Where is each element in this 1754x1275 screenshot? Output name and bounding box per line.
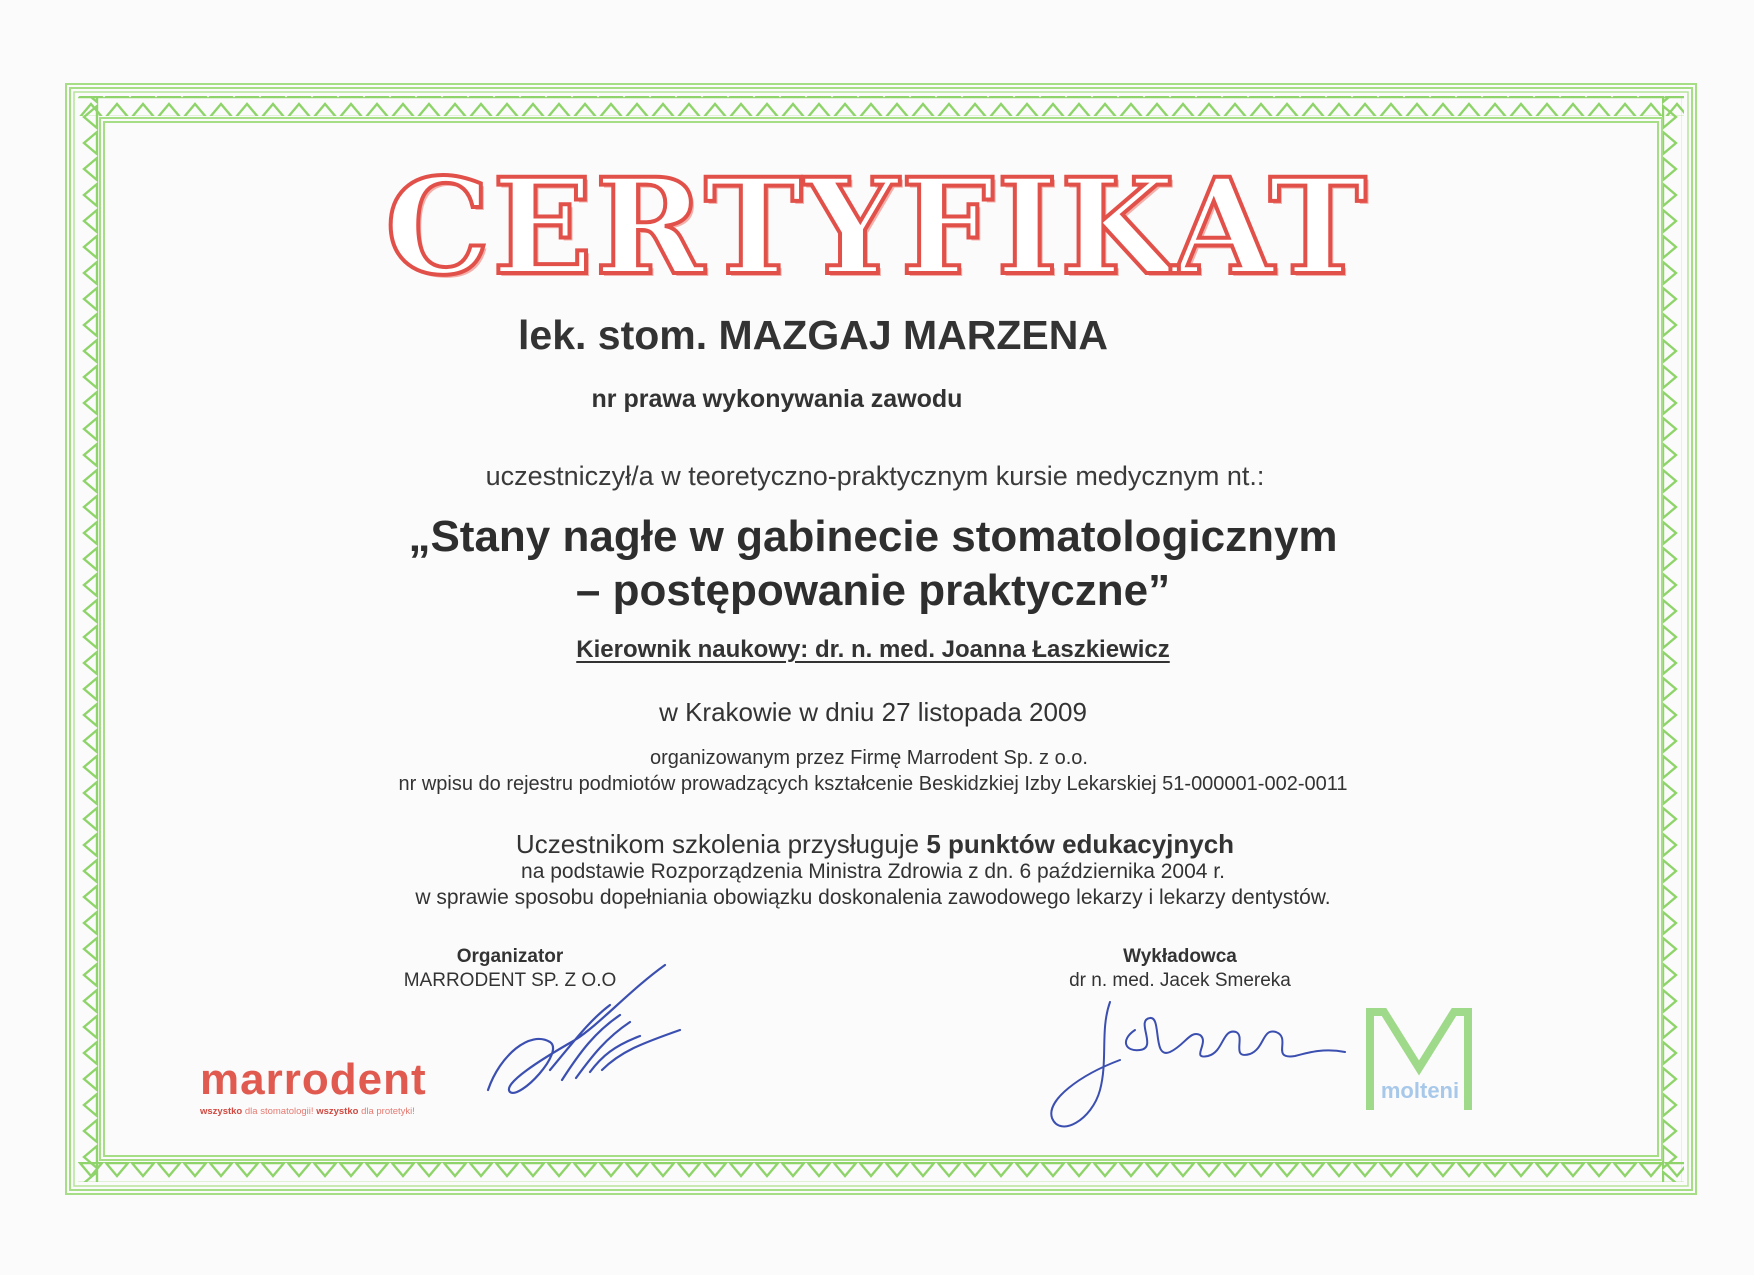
scientific-head-text: Kierownik naukowy: dr. n. med. Joanna Łaszkiewicz <box>576 636 1170 663</box>
marrodent-logo <box>200 1055 500 1117</box>
legal-basis-line1: na podstawie Rozporządzenia Ministra Zdrowia z dn. 6 października 2004 r. <box>521 860 1225 883</box>
points-prefix: Uczestnikom szkolenia przysługuje <box>515 829 927 859</box>
marrodent-tagline: wszystko dla stomatologii! wszystko dla protetyki! <box>200 1106 415 1117</box>
molteni-wordmark: molteni <box>1380 1078 1460 1103</box>
place-date: w Krakowie w dniu 27 listopada 2009 <box>659 697 1087 727</box>
legal-basis-line2: w sprawie sposobu dopełniania obowiązku doskonalenia zawodowego lekarzy i lekarzy dentystów. <box>415 886 1331 909</box>
course-title-line1: „Stany nagłe w gabinecie stomatologicznym <box>408 512 1338 561</box>
certificate-title: CERTYFIKAT <box>385 150 1369 305</box>
organized-by: organizowanym przez Firmę Marrodent Sp. z o.o. <box>650 747 1088 769</box>
scientific-head <box>0 636 1750 664</box>
license-label: nr prawa wykonywania zawodu <box>591 385 963 413</box>
lecturer-signature <box>1040 990 1360 1140</box>
organizer-signature <box>480 960 700 1120</box>
course-title-line2: – postępowanie praktyczne” <box>575 566 1171 615</box>
organizer-name: MARRODENT SP. Z O.O <box>403 970 617 991</box>
points-value: 5 punktów edukacyjnych <box>926 829 1235 859</box>
registry-number: nr wpisu do rejestru podmiotów prowadzących kształcenie Beskidzkiej Izby Lekarskiej 51-000001-002-0011 <box>398 773 1348 795</box>
marrodent-wordmark: marrodent <box>200 1055 427 1104</box>
recipient-name: lek. stom. MAZGAJ MARZENA <box>518 312 1108 358</box>
lecturer-label: Wykładowca <box>1123 946 1237 967</box>
points-statement <box>0 829 1752 860</box>
organizer-label: Organizator <box>456 946 564 967</box>
lecturer-name: dr n. med. Jacek Smereka <box>1069 970 1291 991</box>
participation-text: uczestniczył/a w teoretyczno-praktycznym kursie medycznym nt.: <box>485 461 1265 491</box>
